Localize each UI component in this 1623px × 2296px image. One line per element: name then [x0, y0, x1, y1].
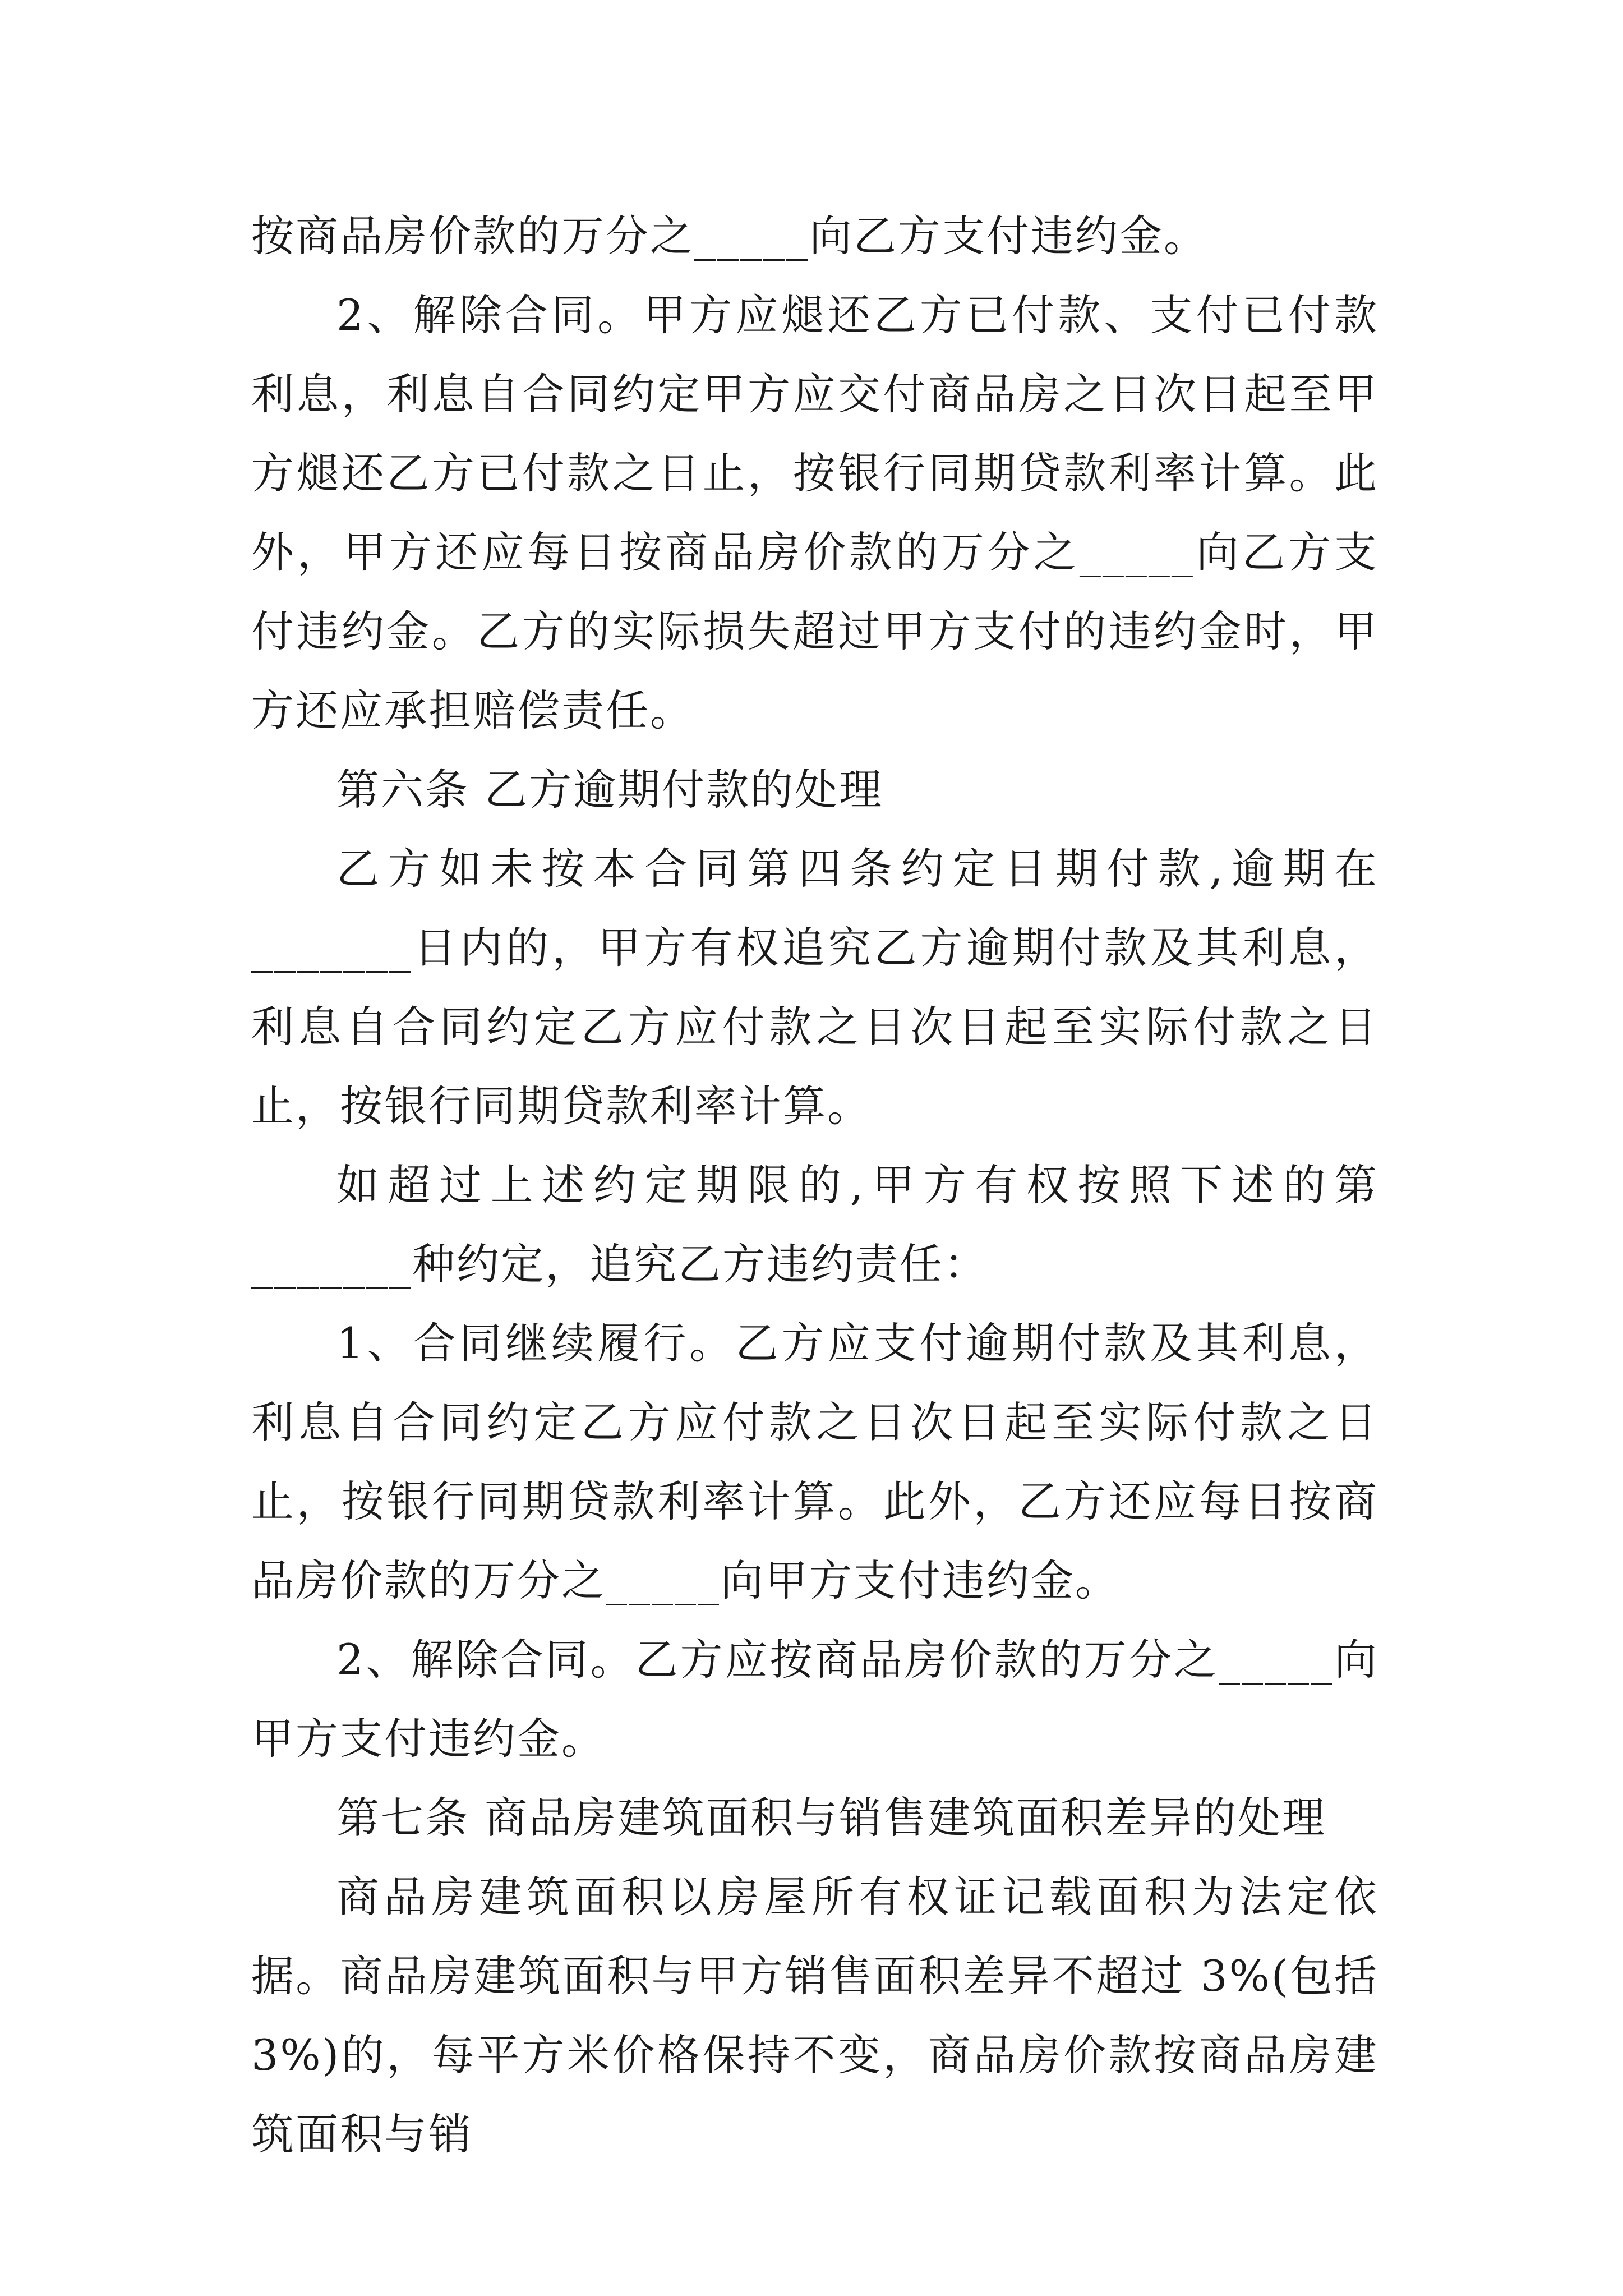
paragraph-terminate-contract-b: 2、解除合同。乙方应按商品房价款的万分之_____向甲方支付违约金。: [251, 1635, 1378, 1764]
paragraph-continue-contract: 1、合同继续履行。乙方应支付逾期付款及其利息，利息自合同约定乙方应付款之日次日起至实际付款之日止，按银行同期贷款利率计算。此外，乙方还应每日按商品房价款的万分之_____向甲方支付违约金。: [251, 1318, 1378, 1605]
paragraph-area-difference: 商品房建筑面积以房屋所有权证记载面积为法定依据。商品房建筑面积与甲方销售面积差异不超过 3%(包括 3%)的，每平方米价格保持不变，商品房价款按商品房建筑面积与销: [251, 1872, 1378, 2159]
paragraph-continuation: 按商品房价款的万分之_____向乙方支付违约金。: [251, 211, 1208, 261]
paragraph-late-payment: 乙方如未按本合同第四条约定日期付款,逾期在_______日内的，甲方有权追究乙方逾期付款及其利息，利息自合同约定乙方应付款之日次日起至实际付款之日止，按银行同期贷款利率计算。: [251, 844, 1378, 1131]
article-heading-6: 第六条 乙方逾期付款的处理: [336, 765, 884, 815]
article-heading-7: 第七条 商品房建筑面积与销售建筑面积差异的处理: [336, 1793, 1327, 1843]
document-body: [251, 196, 1378, 2174]
paragraph-exceed-period: 如超过上述约定期限的,甲方有权按照下述的第_______种约定，追究乙方违约责任：: [251, 1160, 1378, 1289]
paragraph-terminate-contract-a: 2、解除合同。甲方应煺还乙方已付款、支付已付款利息，利息自合同约定甲方应交付商品房之日次日起至甲方煺还乙方已付款之日止，按银行同期贷款利率计算。此外，甲方还应每日按商品房价款的万分之_____向乙方支付违约金。乙方的实际损失超过甲方支付的违约金时，甲方还应承担赔偿责任。: [251, 290, 1378, 735]
